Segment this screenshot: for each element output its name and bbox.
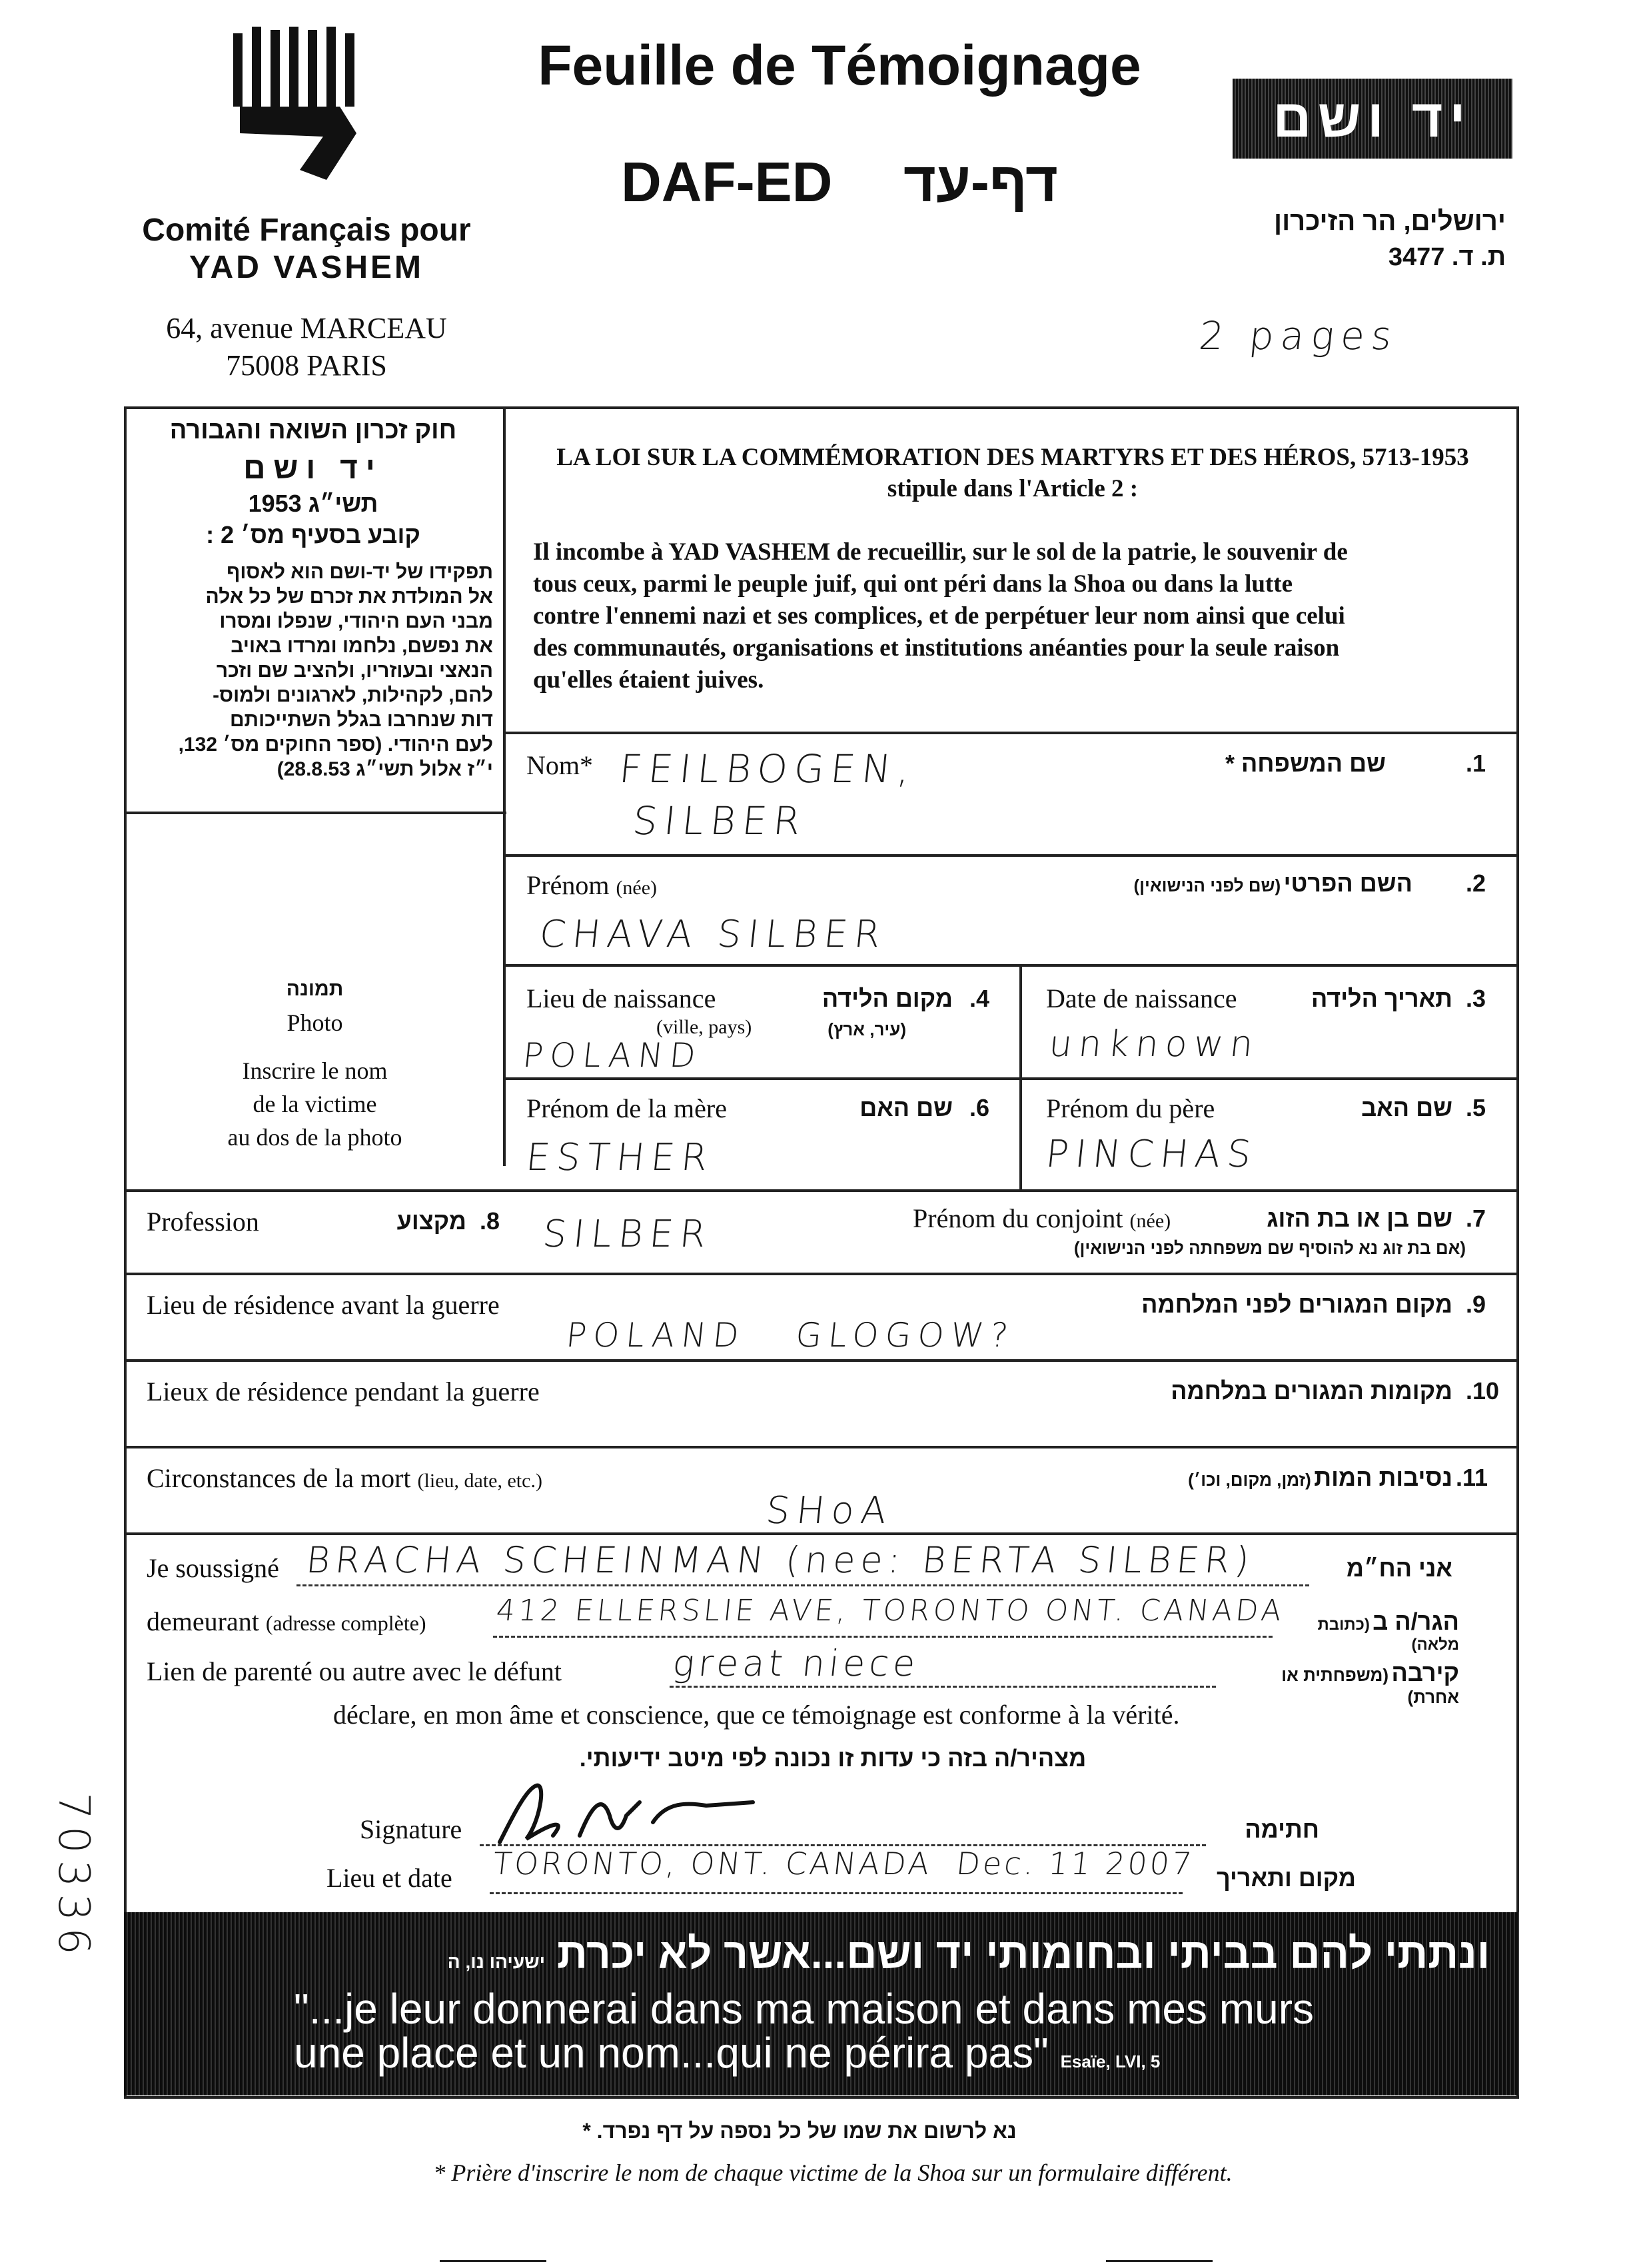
field-prenom-mere-value[interactable]: ESTHER bbox=[524, 1136, 716, 1179]
field-prenom-mere-label: Prénom de la mère bbox=[526, 1093, 727, 1123]
hebrew-law-year: תשי״ג 1953 bbox=[248, 490, 378, 517]
photo-instruction-line: de la victime bbox=[253, 1091, 377, 1117]
signature[interactable] bbox=[486, 1776, 766, 1856]
french-law-body bbox=[533, 536, 1512, 696]
field-circonstances-note: (lieu, date, etc.) bbox=[417, 1470, 542, 1492]
banner-french-line2: une place et un nom...qui ne périra pas" bbox=[294, 2029, 1049, 2077]
lien-hebrew bbox=[1226, 1659, 1459, 1708]
demeurant-hebrew-text: הגר/ה ב bbox=[1372, 1608, 1459, 1635]
lien-label: Lien de parenté ou autre avec le défunt bbox=[147, 1656, 562, 1686]
committee-line1: Comité Français pour bbox=[142, 213, 471, 248]
declare-text: déclare, en mon âme et conscience, que ce témoignage est conforme à la vérité. bbox=[333, 1700, 1180, 1730]
french-law-subtitle: stipule dans l'Article 2 : bbox=[887, 475, 1139, 502]
soussigne-label: Je soussigné bbox=[147, 1553, 279, 1583]
french-law-line: contre l'ennemi nazi et ses complices, et de perpétuer leur nom ainsi que celui bbox=[533, 602, 1345, 630]
field-circonstances-num: .11 bbox=[1456, 1464, 1488, 1491]
field-prenom-label bbox=[526, 869, 657, 901]
page-title: Feuille de Témoignage bbox=[538, 34, 1141, 97]
field-prenom-mere-hebrew: שם האם bbox=[859, 1094, 953, 1121]
field-residence-avant-num: .9 bbox=[1466, 1291, 1486, 1318]
field-prenom-hebrew-note: (שם לפני הנישואין) bbox=[1133, 875, 1281, 895]
hebrew-law-line: אל המולדת את זכרם של כל אלה bbox=[205, 586, 493, 608]
field-lieu-naissance-value[interactable]: POLAND bbox=[520, 1036, 704, 1075]
field-lieu-naissance-hebrew-note: (עיר, ארץ) bbox=[827, 1019, 906, 1039]
yad-vashem-logo bbox=[1233, 79, 1512, 159]
field-residence-pendant-label: Lieux de résidence pendant la guerre bbox=[147, 1377, 540, 1407]
field-prenom-pere-value[interactable]: PINCHAS bbox=[1043, 1133, 1260, 1176]
field-circonstances-label-text: Circonstances de la mort bbox=[147, 1463, 411, 1493]
jerusalem-address: ירושלים, הר הזיכרון bbox=[1274, 207, 1506, 236]
lieu-date-hebrew: מקום ותאריך bbox=[1216, 1864, 1356, 1892]
lien-value[interactable]: great niece bbox=[670, 1642, 921, 1684]
hebrew-law-line: את נפשם, נלחמו ומרדו באויב bbox=[231, 635, 493, 657]
field-nom-hebrew: שם המשפחה * bbox=[1225, 750, 1386, 777]
hebrew-law-line: תפקידו של יד-ושם הוא לאסוף bbox=[227, 561, 493, 583]
handwritten-pages-note: 2 pages bbox=[1197, 313, 1400, 358]
footer-hebrew-note-text: נא לרשום את שמו של כל נספה על דף נפרד. bbox=[596, 2119, 1017, 2143]
menorah-logo bbox=[227, 27, 373, 207]
field-conjoint-hebrew-note: (אם בת זוג נא להוסיף שם משפחתה לפני הנישואין) bbox=[1073, 1238, 1466, 1258]
field-lieu-naissance-note: (ville, pays) bbox=[656, 1016, 752, 1038]
banner-hebrew-text: ונתתי להם בביתי ובחומותי יד ושם...אשר לא יכרת bbox=[556, 1930, 1490, 1978]
field-conjoint-note: (née) bbox=[1129, 1210, 1171, 1232]
field-conjoint-value[interactable]: SILBER bbox=[540, 1213, 715, 1256]
field-profession-hebrew: מקצוע bbox=[396, 1207, 466, 1235]
footer-french-note: * Prière d'inscrire le nom de chaque victime de la Shoa sur un formulaire différent. bbox=[433, 2159, 1233, 2186]
hebrew-law-line: הנאצי ובעוזריו, ולהציב שם וזכר bbox=[216, 660, 493, 682]
field-residence-pendant-num: .10 bbox=[1466, 1377, 1500, 1405]
field-circonstances-label bbox=[147, 1462, 542, 1494]
hebrew-law-title: חוק זכרון השואה והגבורה bbox=[169, 416, 457, 444]
demeurant-label-text: demeurant bbox=[147, 1606, 259, 1636]
lien-hebrew-text: קירבה bbox=[1391, 1659, 1459, 1686]
declare-hebrew: מצהיר/ה בזה כי עדות זו נכונה לפי מיטב ידיעותי. bbox=[579, 1744, 1087, 1772]
french-law-line: tous ceux, parmi le peuple juif, qui ont péri dans la Shoa ou dans la lutte bbox=[533, 570, 1293, 598]
field-lieu-naissance-label: Lieu de naissance bbox=[526, 983, 716, 1013]
field-prenom-note: (née) bbox=[616, 877, 658, 899]
field-prenom-pere-hebrew: שם האב bbox=[1361, 1094, 1452, 1121]
photo-hebrew-label: תמונה bbox=[286, 978, 344, 1000]
field-nom-label: Nom* bbox=[526, 750, 593, 780]
hebrew-law-line: להם, לקהילות, לארגונים ולמוס- bbox=[213, 684, 493, 706]
hebrew-law-line: מבני העם היהודי, שנפלו ומסרו bbox=[219, 610, 493, 632]
hebrew-law-body bbox=[137, 560, 493, 782]
photo-instruction-line: Inscrire le nom bbox=[242, 1057, 388, 1084]
field-residence-avant-hebrew: מקום המגורים לפני המלחמה bbox=[1141, 1291, 1452, 1318]
french-law-title: LA LOI SUR LA COMMÉMORATION DES MARTYRS ET DES HÉROS, 5713-1953 bbox=[556, 444, 1469, 471]
address-line1: 64, avenue MARCEAU bbox=[166, 312, 447, 344]
footer-hebrew-note: נא לרשום את שמו של כל נספה על דף נפרד. * bbox=[582, 2119, 1017, 2143]
demeurant-hebrew bbox=[1266, 1608, 1459, 1654]
hebrew-law-name: יד ושם bbox=[243, 450, 383, 485]
demeurant-hebrew-note: (כתובת מלאה) bbox=[1317, 1616, 1459, 1654]
signature-hebrew: חתימה bbox=[1245, 1816, 1319, 1843]
field-profession-label: Profession bbox=[147, 1207, 259, 1237]
field-circonstances-value[interactable]: SHoA bbox=[764, 1489, 895, 1532]
banner-french bbox=[294, 1987, 1493, 2083]
field-prenom-value[interactable]: CHAVA SILBER bbox=[537, 913, 889, 956]
field-prenom-mere-num: .6 bbox=[969, 1094, 990, 1121]
field-circonstances-hebrew-text: נסיבות המות bbox=[1314, 1464, 1452, 1491]
field-lieu-naissance-hebrew: מקום הלידה bbox=[822, 985, 953, 1012]
soussigne-value[interactable]: BRACHA SCHEINMAN (nee: BERTA SILBER) bbox=[304, 1539, 1257, 1581]
french-law-line: Il incombe à YAD VASHEM de recueillir, sur le sol de la patrie, le souvenir de bbox=[533, 538, 1348, 566]
hebrew-law-clause: קובע בסעיף מס׳ 2 : bbox=[206, 521, 420, 548]
field-conjoint-label bbox=[913, 1203, 1171, 1234]
field-nom-value[interactable]: FEILBOGEN, bbox=[617, 746, 919, 792]
demeurant-value[interactable]: 412 ELLERSLIE AVE, TORONTO ONT. CANADA bbox=[494, 1594, 1287, 1628]
po-box: ת. ד. 3477 bbox=[1388, 243, 1506, 271]
committee-address bbox=[120, 310, 493, 384]
field-date-naissance-hebrew: תאריך הלידה bbox=[1311, 985, 1452, 1012]
banner-hebrew bbox=[124, 1929, 1490, 1978]
margin-number: 70336 bbox=[49, 1792, 98, 1962]
field-lieu-naissance-num: .4 bbox=[969, 985, 990, 1012]
field-date-naissance-num: .3 bbox=[1466, 985, 1486, 1012]
field-conjoint-hebrew: שם בן או בת הזוג bbox=[1267, 1205, 1452, 1232]
hebrew-law-line: י״ז אלול תשי״ג 28.8.53) bbox=[276, 758, 493, 780]
photo-label: Photo bbox=[286, 1009, 343, 1036]
french-law-line: qu'elles étaient juives. bbox=[533, 666, 764, 694]
banner-french-line1: "...je leur donnerai dans ma maison et dans mes murs bbox=[294, 1985, 1314, 2033]
demeurant-note: (adresse complète) bbox=[265, 1611, 426, 1635]
lien-hebrew-note: (משפחתית או אחרת) bbox=[1281, 1665, 1459, 1707]
committee-line2: YAD VASHEM bbox=[189, 250, 424, 285]
field-prenom-hebrew bbox=[1039, 869, 1412, 897]
field-circonstances-hebrew-note: (זמן, מקום, וכו׳) bbox=[1188, 1470, 1311, 1490]
hebrew-law-line: דות שנחרבו בגלל השתייכותם bbox=[229, 709, 493, 731]
field-nom-num: .1 bbox=[1466, 750, 1486, 777]
lieu-date-label: Lieu et date bbox=[326, 1863, 452, 1893]
page-subtitle bbox=[566, 150, 1113, 215]
photo-instruction-line: au dos de la photo bbox=[227, 1124, 402, 1151]
field-residence-avant-label: Lieu de résidence avant la guerre bbox=[147, 1290, 500, 1320]
field-nom-value-2[interactable]: SILBER bbox=[630, 798, 810, 844]
field-profession-num: .8 bbox=[480, 1207, 500, 1235]
french-law-line: des communautés, organisations et institutions anéanties pour la seule raison bbox=[533, 634, 1340, 662]
banner-french-ref: Esaïe, LVI, 5 bbox=[1060, 2051, 1161, 2071]
address-line2: 75008 PARIS bbox=[226, 349, 387, 382]
field-prenom-pere-num: .5 bbox=[1466, 1094, 1486, 1121]
banner-hebrew-ref: ישעיהו נו, ה bbox=[447, 1952, 546, 1972]
quote-banner bbox=[124, 1912, 1519, 2095]
field-residence-pendant-hebrew: מקומות המגורים במלחמה bbox=[1171, 1377, 1452, 1405]
hebrew-law-line: לעם היהודי. (ספר החוקים מס׳ 132, bbox=[178, 734, 493, 756]
field-prenom-hebrew-text: השם הפרטי bbox=[1283, 869, 1412, 897]
signature-label: Signature bbox=[360, 1814, 462, 1844]
field-prenom-num: .2 bbox=[1466, 869, 1486, 897]
photo-box bbox=[127, 973, 503, 1154]
lieu-date-value[interactable]: TORONTO, ONT. CANADA Dec. 11 2007 bbox=[491, 1846, 1197, 1882]
field-conjoint-label-text: Prénom du conjoint bbox=[913, 1203, 1123, 1233]
subtitle-hebrew: דף-עד bbox=[903, 151, 1058, 213]
field-prenom-label-text: Prénom bbox=[526, 870, 610, 900]
field-residence-avant-value[interactable]: POLAND GLOGOW? bbox=[564, 1316, 1017, 1355]
logo-text: יד ושם bbox=[1273, 89, 1472, 148]
field-date-naissance-label: Date de naissance bbox=[1046, 983, 1237, 1013]
demeurant-label bbox=[147, 1606, 426, 1637]
field-date-naissance-value[interactable]: unknown bbox=[1047, 1023, 1262, 1065]
committee-name bbox=[120, 212, 493, 286]
field-conjoint-num: .7 bbox=[1466, 1205, 1486, 1232]
subtitle-latin: DAF-ED bbox=[621, 151, 833, 213]
field-prenom-pere-label: Prénom du père bbox=[1046, 1093, 1215, 1123]
soussigne-hebrew: אני הח״מ bbox=[1346, 1554, 1452, 1582]
field-circonstances-hebrew bbox=[1066, 1464, 1452, 1492]
